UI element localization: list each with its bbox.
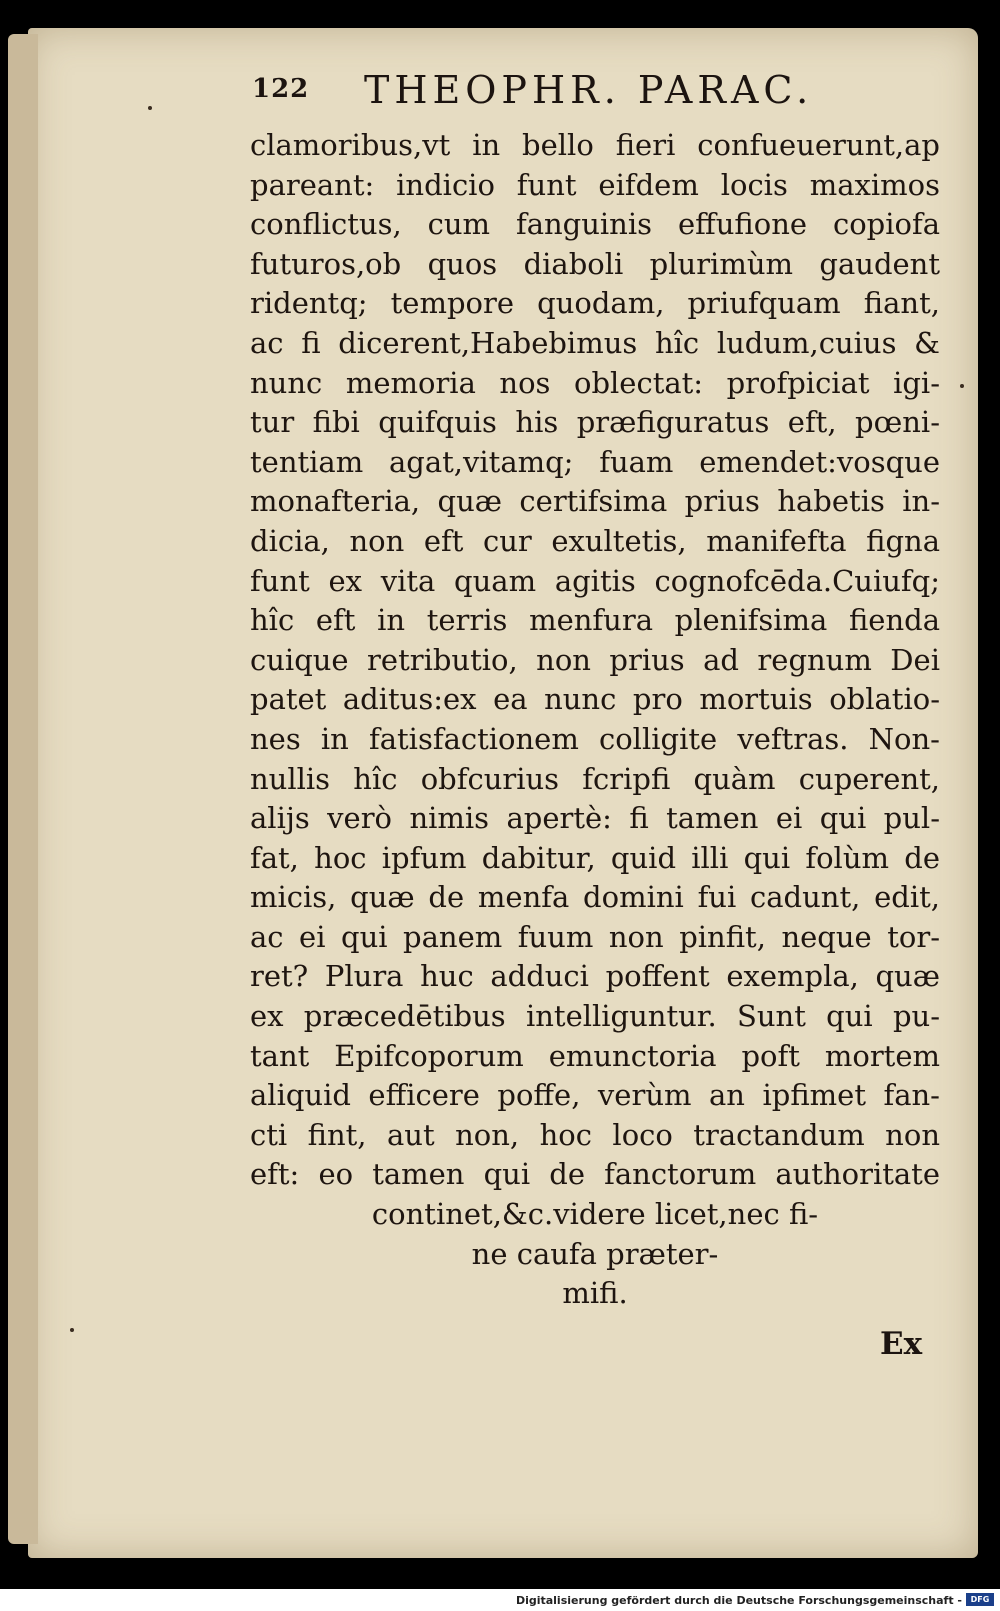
text-line: nunc memoria nos oblectat: profpiciat igi- (250, 365, 940, 400)
text-line: fat, hoc ipfum dabitur, quid illi qui folùm de (250, 840, 940, 875)
text-line: ret? Plura huc adduci poffent exempla, quæ (250, 959, 940, 994)
text-line: tur fibi quifquis his præfiguratus eft, pœni- (250, 405, 940, 440)
text-line: ridentq; tempore quodam, priufquam fiant, (250, 286, 940, 321)
text-line: nullis hîc obfcurius fcripfi quàm cuperent, (250, 761, 940, 796)
text-line: clamoribus,vt in bello fieri confueuerunt,ap (250, 128, 940, 162)
tail-line: ne caufa præter- (471, 1236, 719, 1271)
text-line: hîc eft in terris menfura plenifsima fienda (250, 603, 940, 638)
paper-speck (148, 106, 152, 110)
text-line: tentiam agat,vitamq; fuam emendet:vosque (250, 444, 940, 479)
running-title: THEOPHR. PARAC. (364, 68, 814, 112)
text-line: ac ei qui panem fuum non pinfit, neque tor- (250, 919, 940, 954)
catchword: Ex (880, 1326, 923, 1362)
dfg-logo: DFG (966, 1593, 994, 1606)
text-line: alijs verò nimis apertè: fi tamen ei qui pul- (250, 801, 940, 836)
text-line: patet aditus:ex ea nunc pro mortuis oblatio- (250, 682, 940, 717)
text-line: ac fi dicerent,Habebimus hîc ludum,cuius & (250, 325, 940, 360)
text-line: cti fint, aut non, hoc loco tractandum non (250, 1117, 940, 1152)
page-number: 122 (252, 74, 310, 104)
text-line: eft: eo tamen qui de fanctorum authoritate (250, 1157, 940, 1192)
text-line: tant Epifcoporum emunctoria poft mortem (250, 1038, 940, 1073)
text-line: dicia, non eft cur exultetis, manifefta figna (250, 523, 940, 558)
paper-speck (960, 384, 964, 388)
text-line: micis, quæ de menfa domini fui cadunt, edit, (250, 880, 940, 915)
text-line: funt ex vita quam agitis cognofcēda.Cuiufq; (250, 563, 940, 598)
text-line: monafteria, quæ certifsima prius habetis in- (250, 484, 940, 519)
text-line: cuique retributio, non prius ad regnum Dei (250, 642, 940, 677)
paper-speck (70, 1328, 74, 1332)
page-edge (8, 34, 38, 1544)
text-line: pareant: indicio funt eifdem locis maximos (250, 167, 940, 202)
body-text (250, 126, 940, 1314)
text-line: conflictus, cum fanguinis effufione copiofa (250, 207, 940, 242)
digitization-footer (0, 1589, 1000, 1611)
text-line: nes in fatisfactionem colligite veftras. Non- (250, 721, 940, 756)
text-line: futuros,ob quos diaboli plurimùm gaudent (250, 246, 940, 281)
text-line: ex præcedētibus intelliguntur. Sunt qui pu- (250, 999, 940, 1034)
page-header (252, 68, 852, 118)
text-line: aliquid efficere poffe, verùm an ipfimet fan- (250, 1078, 940, 1113)
tail-line: continet,&c.videre licet,nec fi- (371, 1197, 819, 1232)
footer-text: Digitalisierung gefördert durch die Deutsche Forschungsgemeinschaft - (515, 1594, 962, 1607)
tail-line: mifi. (562, 1276, 628, 1311)
